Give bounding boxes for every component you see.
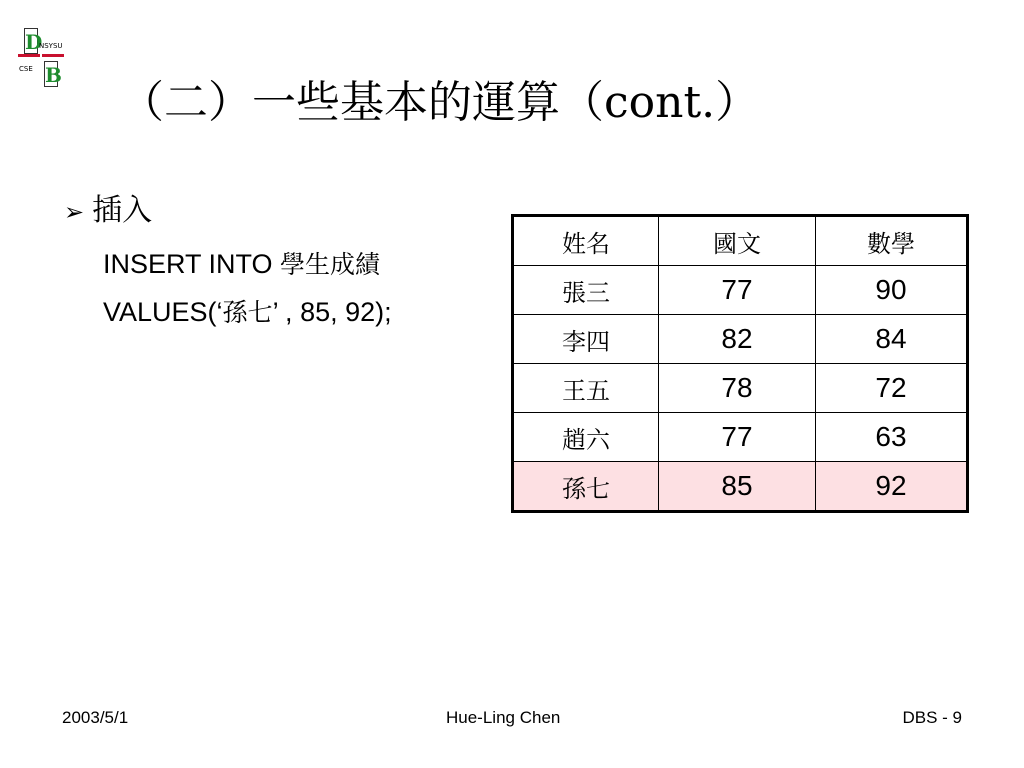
cell-chinese: 82 bbox=[659, 315, 816, 364]
cell-math: 84 bbox=[816, 315, 968, 364]
footer-author: Hue-Ling Chen bbox=[446, 708, 561, 727]
sql-values-name: 孫七 bbox=[222, 298, 273, 327]
bullet-label: 插入 bbox=[92, 193, 153, 228]
grades-table bbox=[511, 214, 969, 513]
sql-values-suffix: ’ , 85, 92); bbox=[272, 297, 392, 327]
cell-math: 63 bbox=[816, 413, 968, 462]
cell-name: 李四 bbox=[513, 315, 659, 364]
logo-text-nsysu: NSYSU bbox=[39, 42, 63, 50]
sql-line-insert bbox=[103, 247, 380, 282]
sql-keyword-insert: INSERT INTO bbox=[103, 249, 281, 279]
table-row bbox=[513, 413, 968, 462]
sql-values-prefix: VALUES(‘ bbox=[103, 297, 223, 327]
table-row bbox=[513, 364, 968, 413]
table-header-row bbox=[513, 216, 968, 266]
cell-math: 90 bbox=[816, 266, 968, 315]
cell-name: 孫七 bbox=[513, 462, 659, 512]
cell-chinese: 85 bbox=[659, 462, 816, 512]
cell-chinese: 77 bbox=[659, 266, 816, 315]
table-row-inserted bbox=[513, 462, 968, 512]
table-row bbox=[513, 315, 968, 364]
table-row bbox=[513, 266, 968, 315]
header-math: 數學 bbox=[816, 216, 968, 266]
logo-bar bbox=[42, 54, 64, 57]
cell-math: 92 bbox=[816, 462, 968, 512]
header-chinese: 國文 bbox=[659, 216, 816, 266]
slide-title: （二）一些基本的運算（cont.） bbox=[120, 77, 760, 128]
cell-name: 趙六 bbox=[513, 413, 659, 462]
bullet-insert bbox=[64, 192, 152, 231]
logo-text-cse: CSE bbox=[19, 65, 33, 73]
cell-chinese: 77 bbox=[659, 413, 816, 462]
logo-letter-d: D bbox=[25, 30, 43, 54]
dbs-logo bbox=[18, 28, 64, 88]
logo-bar bbox=[18, 54, 40, 57]
footer-date: 2003/5/1 bbox=[62, 708, 129, 727]
sql-table-name: 學生成績 bbox=[280, 250, 381, 279]
arrow-bullet-icon: ➢ bbox=[64, 197, 85, 226]
logo-letter-b: B bbox=[45, 63, 62, 87]
cell-chinese: 78 bbox=[659, 364, 816, 413]
footer-page-number: DBS - 9 bbox=[902, 708, 962, 727]
header-name: 姓名 bbox=[513, 216, 659, 266]
sql-line-values bbox=[103, 295, 392, 330]
cell-name: 王五 bbox=[513, 364, 659, 413]
cell-name: 張三 bbox=[513, 266, 659, 315]
cell-math: 72 bbox=[816, 364, 968, 413]
